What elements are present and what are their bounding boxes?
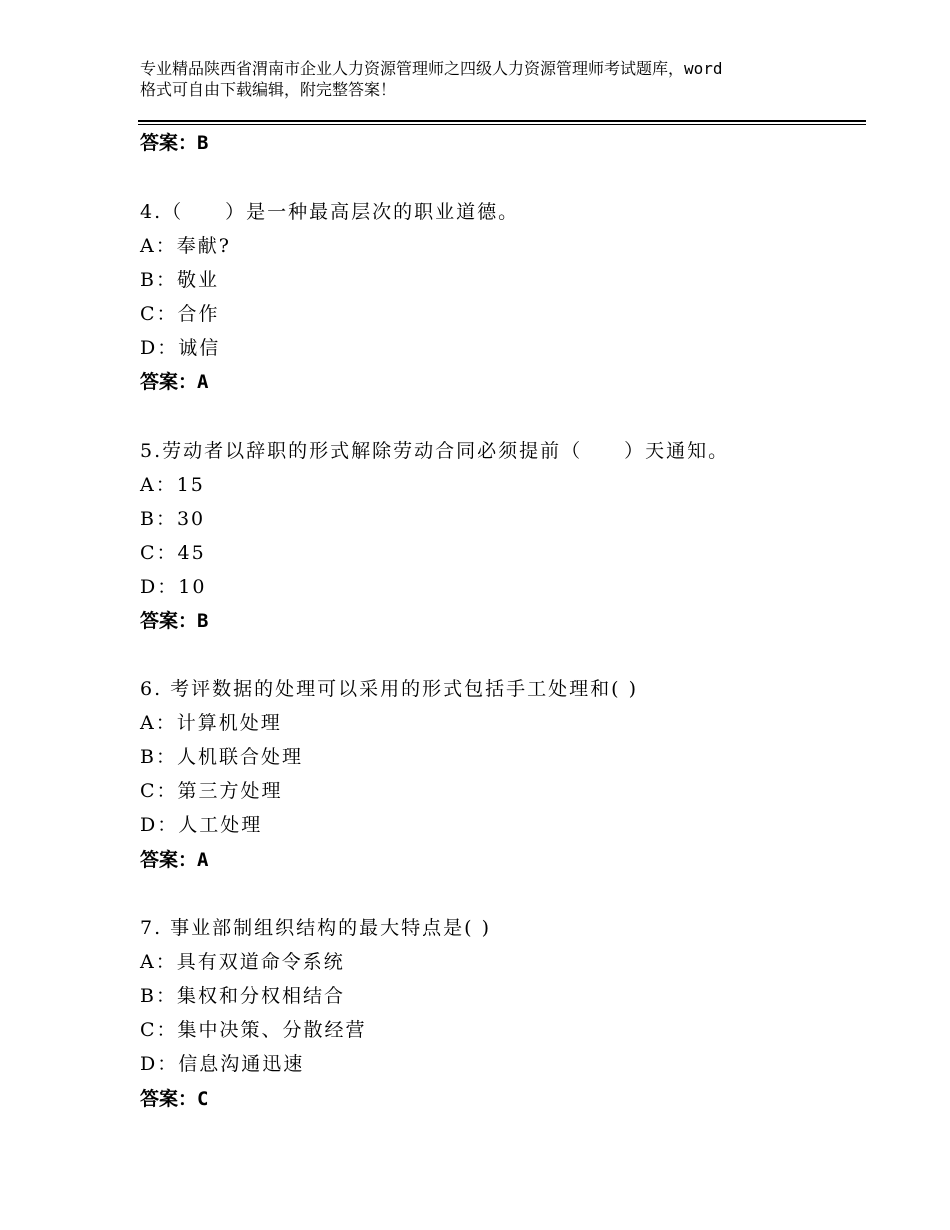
document-header (140, 58, 840, 100)
previous-answer: 答案：B (140, 132, 209, 154)
question-6-answer: 答案：A (140, 849, 209, 871)
question-6-option-b: B：人机联合处理 (140, 746, 303, 768)
question-6-option-c: C：第三方处理 (140, 780, 283, 802)
question-5-answer: 答案：B (140, 610, 209, 632)
question-5-option-c: C：45 (140, 542, 206, 564)
header-divider-thick (138, 120, 866, 122)
question-4-option-b: B：敬业 (140, 269, 219, 291)
question-4-option-c: C：合作 (140, 303, 220, 325)
question-4-option-a: A：奉献? (140, 235, 231, 257)
question-6-text: 6. 考评数据的处理可以采用的形式包括手工处理和( ) (140, 678, 639, 700)
question-5-option-b: B：30 (140, 508, 206, 530)
question-7-option-c: C：集中决策、分散经营 (140, 1019, 367, 1041)
question-4-option-d: D：诚信 (140, 337, 221, 359)
header-line-2: 格式可自由下载编辑，附完整答案！ (140, 80, 397, 99)
question-5-option-d: D：10 (140, 576, 207, 598)
question-4-answer: 答案：A (140, 371, 209, 393)
header-divider-thin (138, 124, 866, 125)
question-5-text: 5.劳动者以辞职的形式解除劳动合同必须提前（ ）天通知。 (140, 440, 730, 462)
question-5-option-a: A：15 (140, 474, 205, 496)
question-7-answer: 答案：C (140, 1088, 209, 1110)
question-4-text: 4.（ ）是一种最高层次的职业道德。 (140, 201, 520, 223)
question-7-option-d: D：信息沟通迅速 (140, 1053, 305, 1075)
question-7-option-a: A：具有双道命令系统 (140, 951, 345, 973)
question-6-option-a: A：计算机处理 (140, 712, 282, 734)
question-7-option-b: B：集权和分权相结合 (140, 985, 345, 1007)
question-6-option-d: D：人工处理 (140, 814, 263, 836)
question-7-text: 7. 事业部制组织结构的最大特点是( ) (140, 917, 492, 939)
header-line-1: 专业精品陕西省渭南市企业人力资源管理师之四级人力资源管理师考试题库，word (140, 59, 723, 78)
